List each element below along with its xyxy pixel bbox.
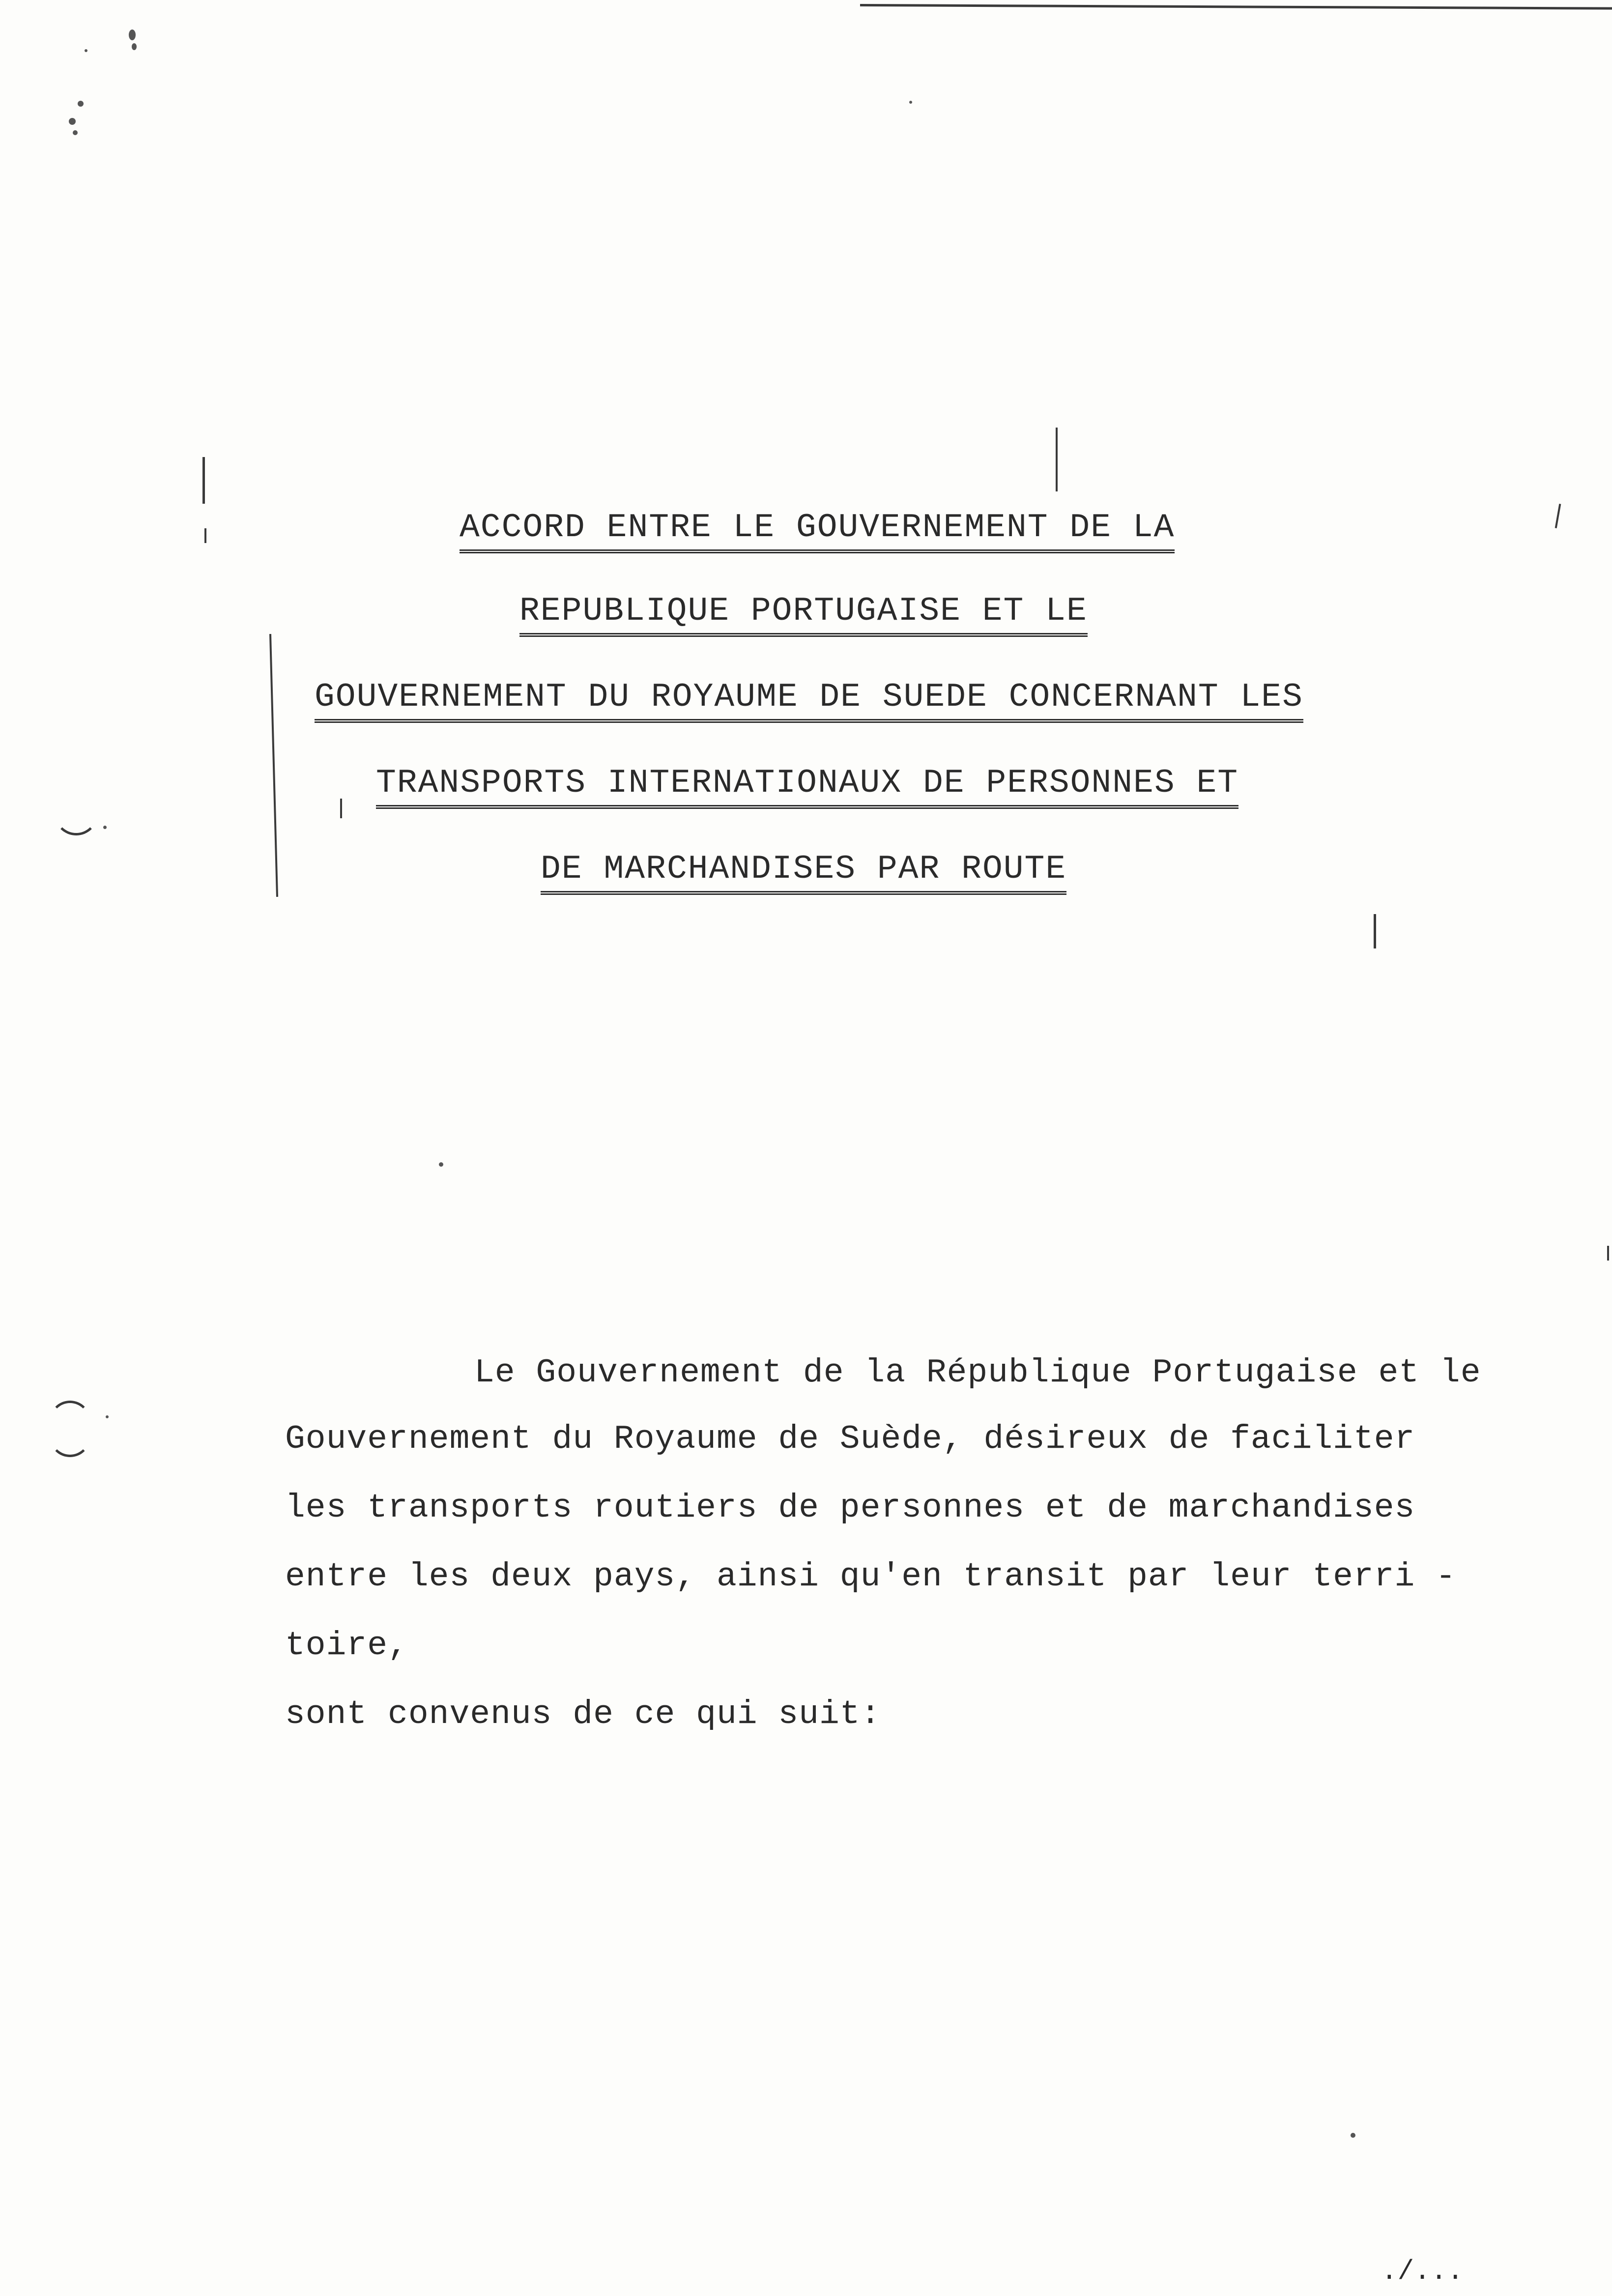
title-line: GOUVERNEMENT DU ROYAUME DE SUEDE CONCERNANT LES: [315, 681, 1303, 723]
ink-speck: [1351, 2133, 1355, 2138]
left-small-tick: [340, 799, 342, 818]
title-line: REPUBLIQUE PORTUGAISE ET LE: [519, 595, 1088, 637]
top-edge-rule: [860, 4, 1612, 10]
ink-speck: [439, 1162, 443, 1167]
right-margin-mark: [1555, 504, 1561, 528]
body-line: les transports routiers de personnes et de marchandises: [285, 1489, 1415, 1527]
title-line: DE MARCHANDISES PAR ROUTE: [541, 853, 1066, 895]
left-bracket-line: [269, 634, 278, 897]
body-line: toire,: [285, 1627, 408, 1665]
right-mark-low: [1374, 914, 1376, 948]
left-margin-mark: [202, 457, 205, 504]
punch-hole-arc: [49, 1415, 91, 1457]
title-line: ACCORD ENTRE LE GOUVERNEMENT DE LA: [460, 511, 1175, 553]
ink-speck: [103, 826, 107, 829]
body-line: Gouvernement du Royaume de Suède, désireux de faciliter: [285, 1420, 1415, 1458]
ink-speck: [129, 29, 136, 40]
ink-speck: [909, 101, 912, 104]
far-right-tick: [1607, 1246, 1609, 1261]
punch-hole-arc: [54, 791, 98, 835]
continuation-mark: ./...: [1381, 2256, 1464, 2287]
ink-speck: [73, 130, 78, 135]
center-mark: [1056, 428, 1058, 491]
title-line: TRANSPORTS INTERNATIONAUX DE PERSONNES ET: [376, 767, 1238, 809]
body-line: entre les deux pays, ainsi qu'en transit par leur terri -: [285, 1558, 1456, 1596]
ink-speck: [78, 101, 84, 107]
left-margin-mark-small: [204, 528, 206, 543]
body-line: Le Gouvernement de la République Portugaise et le: [474, 1354, 1481, 1392]
body-line: sont convenus de ce qui suit:: [285, 1695, 881, 1733]
ink-speck: [106, 1415, 109, 1418]
ink-speck: [85, 49, 87, 52]
ink-speck: [132, 43, 137, 50]
ink-speck: [69, 118, 76, 125]
